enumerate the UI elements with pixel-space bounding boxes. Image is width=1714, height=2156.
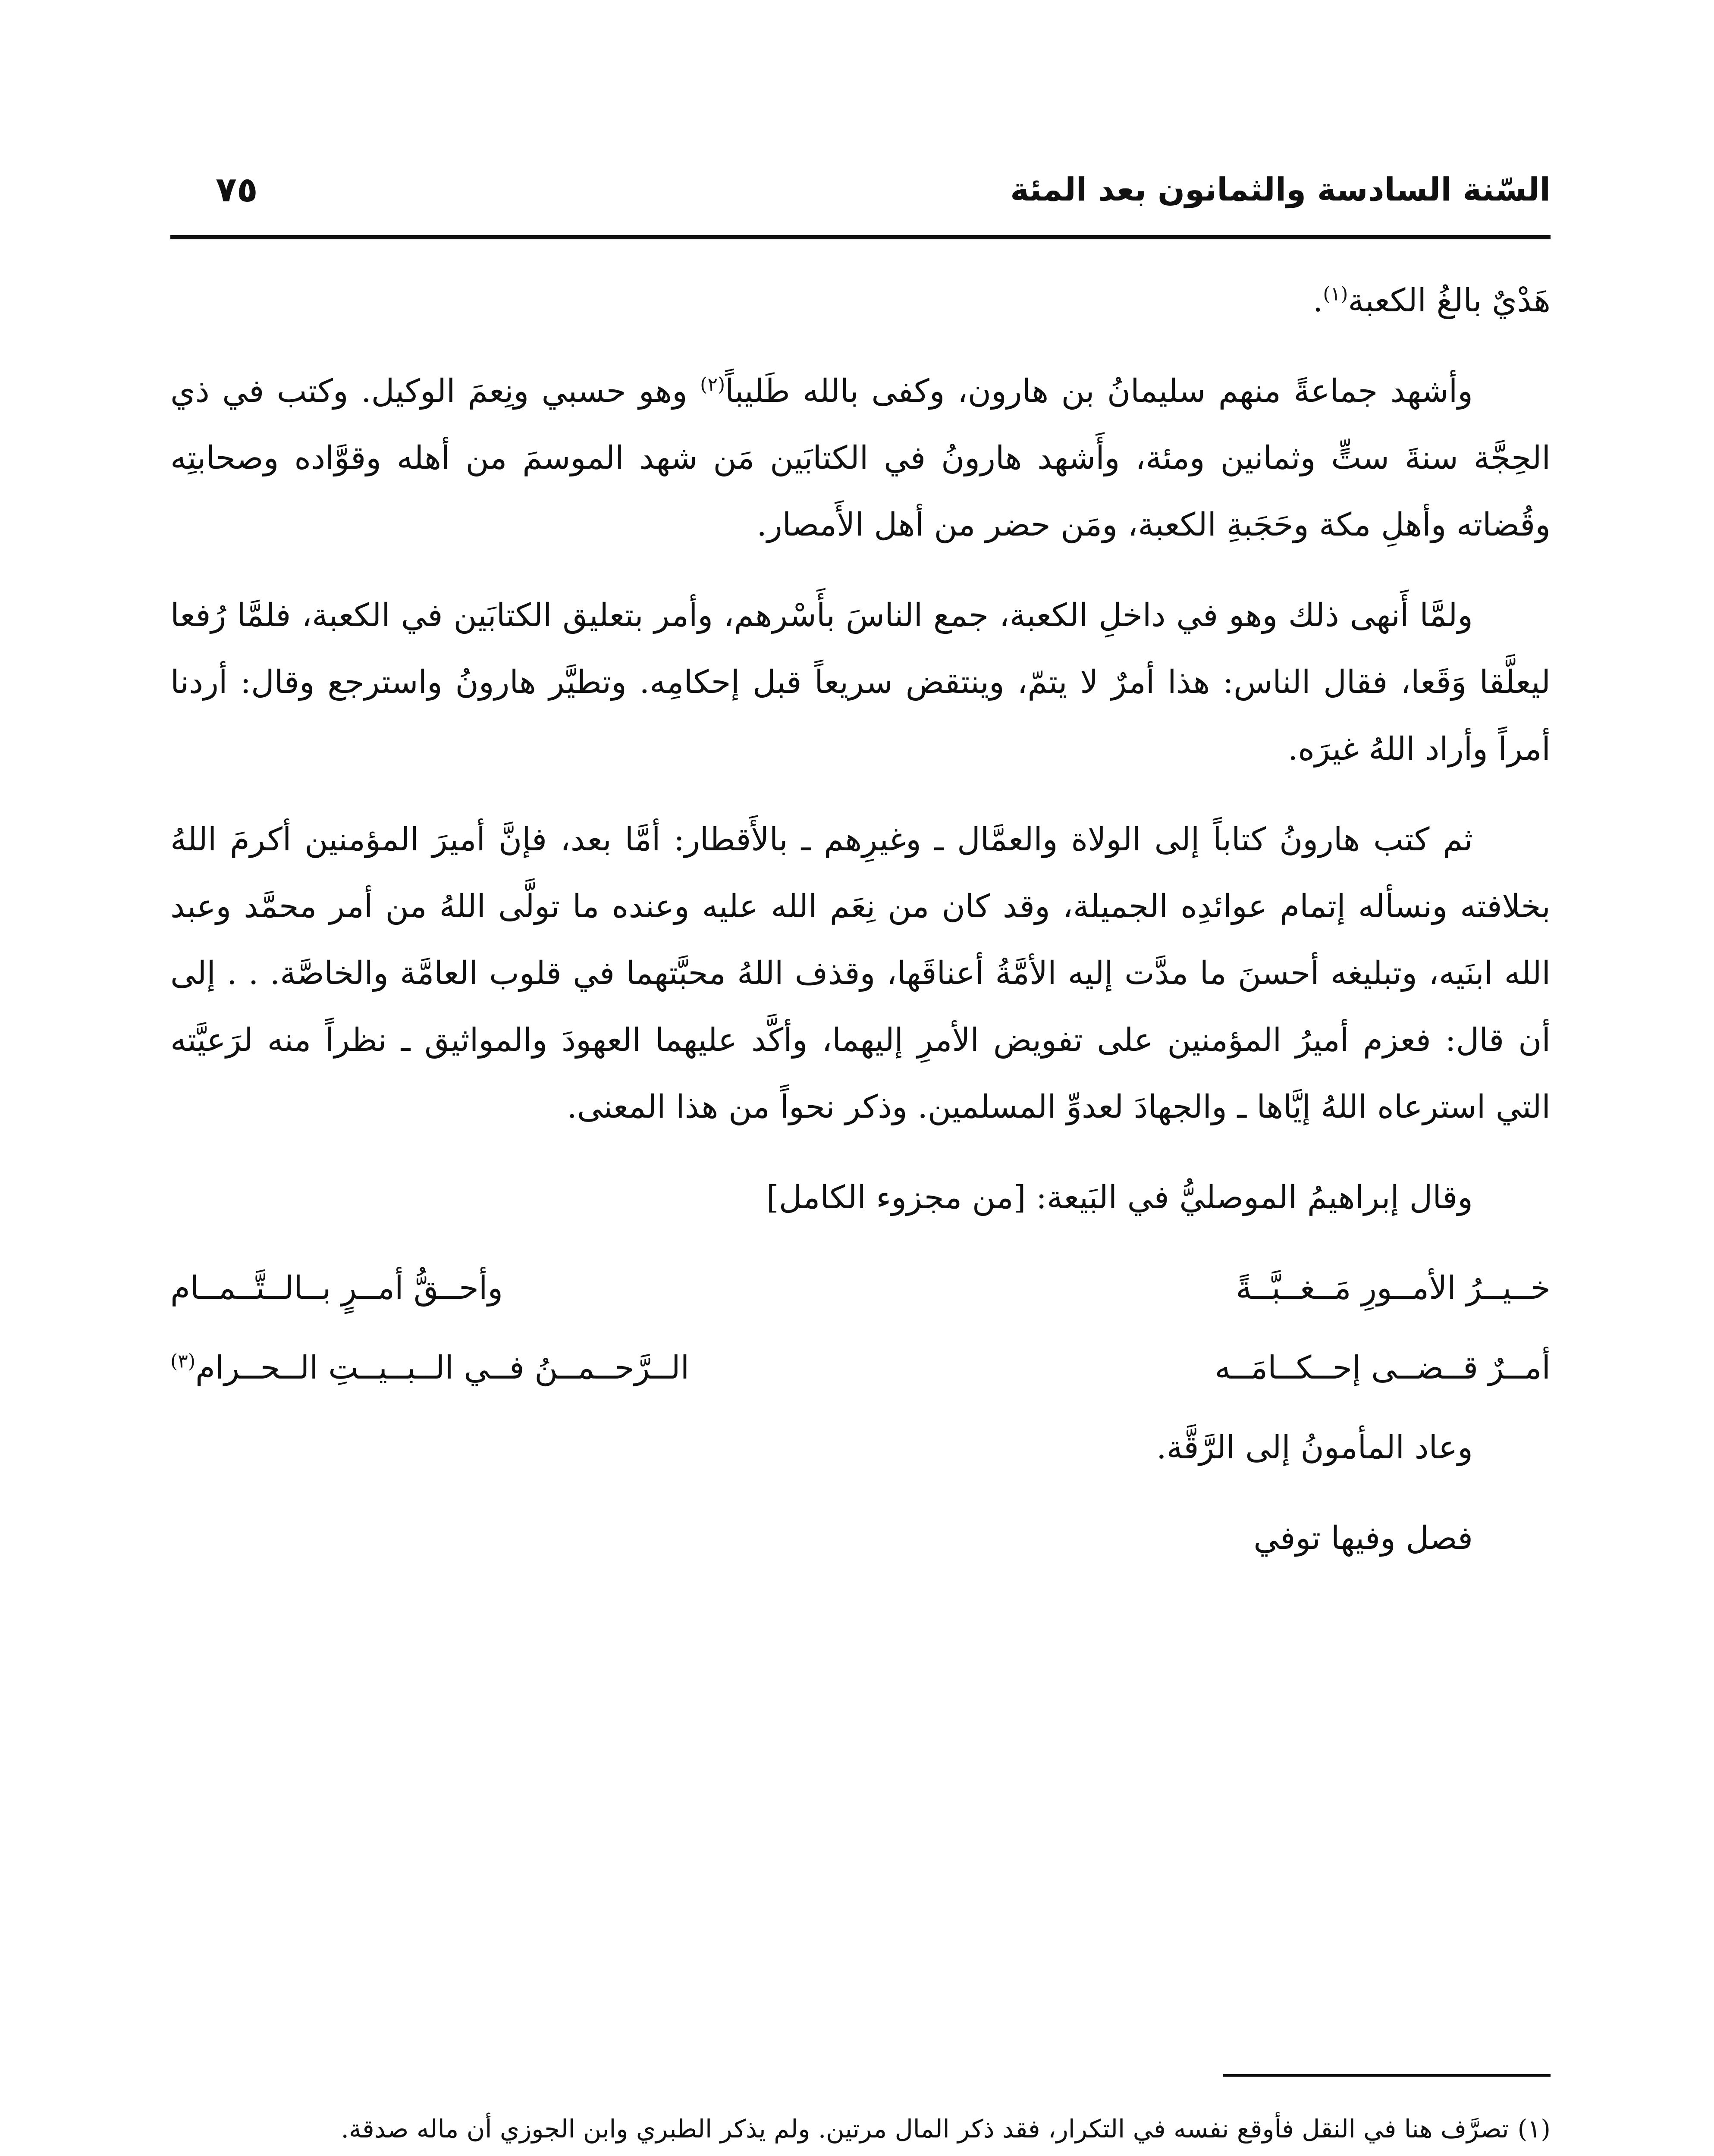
footnote-1: [170, 2104, 1551, 2154]
verse-2-second-hemistich: [170, 1335, 689, 1401]
paragraph-2-end: وهو حسبي ونِعمَ الوكيل. وكتب في ذي الحِجَّة سنةَ ستٍّ وثمانين ومئة، وأَشهد هارونُ في الكتابَين مَن شهد الموسمَ من أهله وقوَّاده وصحابتِه وقُضاته وأهلِ مكة وحَجَبةِ الكعبة، ومَن حضر من أهل الأَمصار.: [170, 373, 1551, 543]
verse-1-first-hemistich: خــيــرُ الأمــورِ مَــغــبَّــةً: [1236, 1269, 1551, 1307]
verse-1-second-hemistich: وأحــقُّ أمــرٍ بــالــتَّــمــام: [170, 1269, 503, 1307]
paragraph-1-end: .: [1312, 282, 1323, 319]
verse-line-2: [170, 1335, 1551, 1401]
paragraph-1-text: هَدْيٌ بالغُ الكعبة: [1348, 282, 1551, 319]
paragraph-2: [170, 358, 1551, 558]
footnote-separator: [1223, 2074, 1551, 2077]
paragraph-4: ثم كتب هارونُ كتاباً إلى الولاة والعمَّال ـ وغيرِهم ـ بالأَقطار: أمَّا بعد، فإنَّ أميرَ المؤمنين أكرمَ اللهُ بخلافته ونسأله إتمام عوائدِه الجميلة، وقد كان من نِعَم الله عليه وعنده ما تولَّى اللهُ من أمر محمَّد وعبد الله ابنَيه، وتبليغه أحسنَ ما مدَّت إليه الأمَّةُ أعناقَها، وقذف اللهُ محبَّتهما في قلوب العامَّة والخاصَّة. . . إلى أن قال: فعزم أميرُ المؤمنين على تفويض الأمرِ إليهما، وأكَّد عليهما العهودَ والمواثيق ـ نظراً منه لرَعيَّته التي استرعاه اللهُ إيَّاها ـ والجهادَ لعدوِّ المسلمين. وذكر نحواً من هذا المعنى.: [170, 821, 1551, 1125]
verse-2-first-hemistich: أمــرٌ قــضــى إحــكــامَــه: [1215, 1349, 1551, 1386]
footnote-ref-1: (١): [1323, 283, 1348, 305]
page-number: ٧٥: [216, 169, 258, 210]
paragraph-5: وقال إبراهيمُ الموصليُّ في البَيعة: [من مجزوء الكامل]: [766, 1179, 1473, 1216]
verse-line-1: [170, 1255, 1551, 1322]
book-page: [170, 0, 1551, 2156]
paragraph-2-start: وأشهد جماعةً منهم سليمانُ بن هارون، وكفى بالله طَليباً: [725, 373, 1473, 410]
footnote-1-text: تصرَّف هنا في النقل فأوقع نفسه في التكرار، فقد ذكر المال مرتين. ولم يذكر الطبري وابن الجوزي أن ماله صدقة.: [341, 2114, 1509, 2143]
header-rule: [170, 235, 1551, 239]
footnote-1-number: (١): [1517, 2114, 1551, 2143]
verse-2-second-text: الــرَّحــمــنُ فــي الــبــيــتِ الــحــرام: [195, 1349, 690, 1386]
footnote-ref-2: (٢): [700, 373, 725, 396]
main-text: [170, 267, 1551, 1595]
page-title: السّنة السادسة والثمانون بعد المئة: [1010, 171, 1551, 208]
section-heading: فصل وفيها توفي: [1253, 1520, 1473, 1557]
footnotes: [170, 2104, 1551, 2156]
paragraph-3: ولمَّا أَنهى ذلك وهو في داخلِ الكعبة، جمع الناسَ بأَسْرهم، وأمر بتعليق الكتابَين في الكعبة، فلمَّا رُفعا ليعلَّقا وَقَعا، فقال الناس: هذا أمرٌ لا يتمّ، وينتقض سريعاً قبل إحكامِه. وتطيَّر هارونُ واسترجع وقال: أردنا أمراً وأراد اللهُ غيرَه.: [170, 597, 1551, 768]
paragraph-1: [170, 267, 1551, 334]
running-header: [170, 164, 1551, 229]
footnote-ref-3: (٣): [170, 1350, 195, 1373]
paragraph-6: وعاد المأمونُ إلى الرَّقَّة.: [1156, 1429, 1473, 1466]
